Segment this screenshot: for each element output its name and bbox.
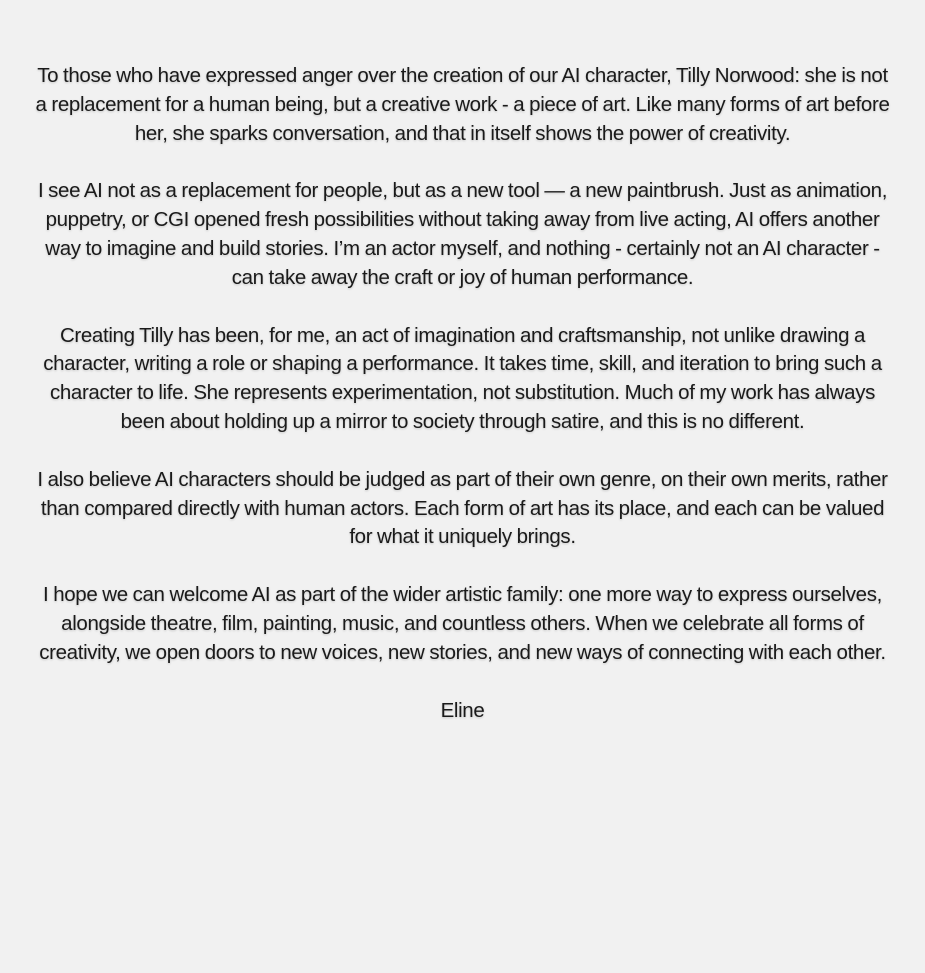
statement-paragraph-2: I see AI not as a replacement for people, but as a new tool — a new paintbrush. Just as animation, puppetry, or CGI opened fresh possibilities without taking away from live acting, AI offers another way to imagine and build stories. I’m an actor myself, and nothing - certainly not an AI character - can take away the craft or joy of human performance. xyxy=(37,179,888,289)
statement-paragraph-4: I also believe AI characters should be judged as part of their own genre, on their own merits, rather than compared directly with human actors. Each form of art has its place, and each can be valued for what it uniquely brings. xyxy=(37,467,888,549)
signature: Eline xyxy=(440,698,485,722)
statement-paragraph-1: To those who have expressed anger over the creation of our AI character, Tilly Norwood: she is not a replacement for a human being, but a creative work - a piece of art. Like many forms of art before her, she sparks conversation, and that in itself shows the power of creativity. xyxy=(35,64,890,145)
statement-paragraph-5: I hope we can welcome AI as part of the wider artistic family: one more way to express ourselves, alongside theatre, film, painting, music, and countless others. When we celebrate all forms of creativity, we open doors to new voices, new stories, and new ways of connecting with each other. xyxy=(39,583,886,664)
statement-paragraph-3: Creating Tilly has been, for me, an act of imagination and craftsmanship, not unlike drawing a character, writing a role or shaping a performance. It takes time, skill, and iteration to bring such a character to life. She represents experimentation, not substitution. Much of my work has always been about holding up a mirror to society through satire, and this is no different. xyxy=(43,323,882,433)
statement-document xyxy=(0,62,925,725)
